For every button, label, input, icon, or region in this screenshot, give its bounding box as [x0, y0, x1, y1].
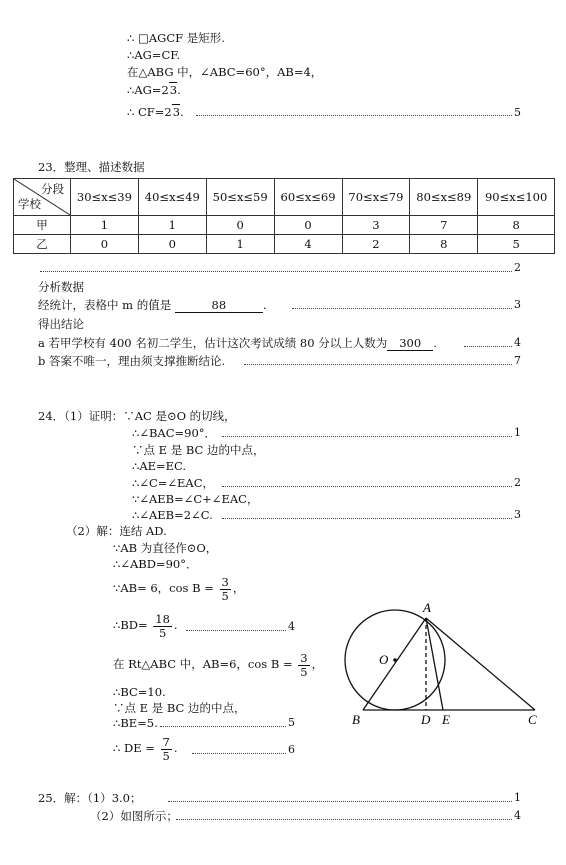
line-triangle-abg: 在△ABG 中，∠ABC=60°，AB=4， — [127, 65, 323, 79]
text: ∴ CF=2 — [127, 105, 172, 119]
fraction — [298, 652, 309, 679]
text: . — [262, 298, 267, 312]
table-cell: 2 — [342, 235, 410, 254]
score-mark: 4 — [514, 809, 521, 822]
text: 经统计，表格中 m 的值是 — [38, 298, 172, 312]
segment-ab — [363, 618, 426, 710]
label-a: A — [423, 600, 431, 615]
table-row — [14, 235, 555, 254]
text: ， — [311, 657, 324, 671]
fraction-den: 5 — [158, 625, 167, 640]
label-c: C — [528, 712, 537, 727]
text: . — [173, 618, 178, 632]
score-mark: 2 — [514, 261, 521, 274]
fraction-den: 5 — [162, 748, 170, 763]
dot-leader — [192, 753, 286, 754]
column-header: 80≤x≤89 — [410, 179, 478, 216]
column-header: 60≤x≤69 — [274, 179, 342, 216]
text: ∴ DE = — [113, 741, 155, 755]
dot-leader — [222, 486, 512, 487]
fraction-den: 5 — [300, 664, 308, 679]
dot-leader — [222, 518, 512, 519]
fraction-num: 3 — [300, 650, 308, 665]
table-header-row — [14, 179, 555, 216]
fraction-num: 18 — [155, 611, 170, 626]
line-24-p2-8: ∵点 E 是 BC 边的中点， — [113, 701, 246, 715]
table-cell: 0 — [274, 216, 342, 235]
line-25-1: 25．解：（1）3.0； — [38, 791, 142, 805]
label-d: D — [421, 712, 431, 727]
score-mark: 2 — [514, 476, 521, 489]
score-mark: 4 — [288, 620, 295, 633]
column-header: 30≤x≤39 — [71, 179, 139, 216]
dot-leader — [186, 630, 286, 631]
line-24-p2-10 — [113, 734, 178, 763]
fraction-den: 5 — [221, 588, 229, 603]
dot-leader — [222, 436, 512, 437]
text: ∴BD= — [113, 618, 148, 632]
line-24-p2-7: ∴BC=10. — [113, 685, 166, 699]
score-mark: 4 — [514, 336, 521, 349]
score-mark: 3 — [514, 298, 521, 311]
fraction — [161, 736, 172, 763]
table-cell: 0 — [138, 235, 206, 254]
row-label: 乙 — [14, 235, 71, 254]
line-24-p2-3: ∴∠ABD=90°． — [113, 557, 198, 571]
text: . — [177, 83, 181, 97]
table-cell: 7 — [410, 216, 478, 235]
dot-leader — [40, 271, 512, 272]
sqrt-value: 3 — [172, 105, 181, 119]
text: a 若甲学校有 400 名初二学生，估计这次考试成绩 80 分以上人数为 — [38, 336, 388, 350]
line-24-p2-5 — [113, 611, 178, 640]
table-cell: 8 — [410, 235, 478, 254]
table-cell: 1 — [138, 216, 206, 235]
score-mark: 7 — [514, 354, 521, 367]
score-mark: 3 — [514, 508, 521, 521]
text: . — [433, 336, 437, 350]
dot-leader — [160, 726, 286, 727]
text: ∴AG=2 — [127, 83, 169, 97]
table-corner-cell — [14, 179, 71, 216]
line-24-4: ∴AE=EC. — [132, 459, 187, 473]
row-label: 甲 — [14, 216, 71, 235]
dot-leader — [244, 364, 512, 365]
line-24-2: ∴∠BAC=90°． — [132, 426, 217, 440]
fraction-num: 7 — [162, 734, 170, 749]
dot-leader — [196, 115, 512, 116]
table-cell: 5 — [478, 235, 555, 254]
label-e: E — [442, 712, 450, 727]
fraction — [220, 576, 231, 603]
column-header: 90≤x≤100 — [478, 179, 555, 216]
dot-leader — [292, 308, 512, 309]
text: ∵AB= 6，cos B = — [113, 581, 214, 595]
line-24-3: ∵点 E 是 BC 边的中点， — [132, 443, 265, 457]
label-b: B — [352, 712, 360, 727]
score-mark: 1 — [514, 426, 521, 439]
sqrt-value: 3 — [169, 83, 178, 97]
answer-m: 88 — [175, 298, 263, 313]
conclusion-a — [38, 336, 437, 351]
analysis-line — [38, 298, 267, 313]
label-o: O — [379, 652, 389, 667]
segment-ac — [426, 618, 535, 710]
score-mark: 6 — [288, 743, 295, 756]
line-24-p2-6 — [113, 650, 323, 679]
dot-leader — [176, 819, 512, 820]
dot-leader — [464, 346, 512, 347]
column-header: 70≤x≤79 — [342, 179, 410, 216]
column-header: 40≤x≤49 — [138, 179, 206, 216]
section-title-23: 23．整理、描述数据 — [38, 160, 145, 174]
table-cell: 8 — [478, 216, 555, 235]
line-24-p2-9: ∴BE=5. — [113, 716, 158, 730]
table-cell: 0 — [206, 216, 274, 235]
answer-count: 300 — [387, 336, 433, 351]
line-24-p2-2: ∵AB 为直径作⊙O， — [113, 541, 218, 555]
grade-table — [13, 178, 555, 254]
line-24-5: ∴∠C=∠EAC， — [132, 476, 215, 490]
line-24-6: ∵∠AEB=∠C+∠EAC， — [132, 492, 259, 506]
column-header: 50≤x≤59 — [206, 179, 274, 216]
text: ， — [232, 581, 245, 595]
line-24-1: 24．（1）证明：∵AC 是⊙O 的切线， — [38, 409, 236, 423]
table-cell: 4 — [274, 235, 342, 254]
geometry-figure — [335, 598, 550, 728]
table-row — [14, 216, 555, 235]
score-mark: 5 — [514, 106, 521, 119]
conclusion-title: 得出结论 — [38, 317, 84, 331]
table-cell: 3 — [342, 216, 410, 235]
corner-label-school: 学校 — [18, 197, 41, 211]
line-ag-cf: ∴AG=CF. — [127, 48, 181, 62]
score-mark: 5 — [288, 716, 295, 729]
corner-label-segment: 分段 — [41, 182, 64, 196]
conclusion-b: b 答案不唯一，理由须支撑推断结论. — [38, 354, 226, 368]
line-rectangle: ∴ □AGCF 是矩形. — [127, 31, 225, 45]
line-25-2: （2）如图所示； — [90, 809, 178, 823]
table-cell: 1 — [71, 216, 139, 235]
center-point — [393, 658, 397, 662]
text: . — [173, 741, 178, 755]
line-ag-value — [127, 83, 181, 97]
text: 在 Rt△ABC 中，AB=6，cos B = — [113, 657, 293, 671]
fraction — [153, 613, 172, 640]
line-24-7: ∴∠AEB=2∠C. — [132, 508, 213, 522]
line-24-p2-4 — [113, 574, 244, 603]
analysis-title: 分析数据 — [38, 280, 84, 294]
line-cf-value — [127, 105, 184, 119]
table-cell: 1 — [206, 235, 274, 254]
line-24-p2-1: （2）解：连结 AD. — [66, 524, 167, 538]
text: . — [180, 105, 184, 119]
score-mark: 1 — [514, 791, 521, 804]
fraction-num: 3 — [221, 574, 229, 589]
table-cell: 0 — [71, 235, 139, 254]
dot-leader — [168, 801, 512, 802]
